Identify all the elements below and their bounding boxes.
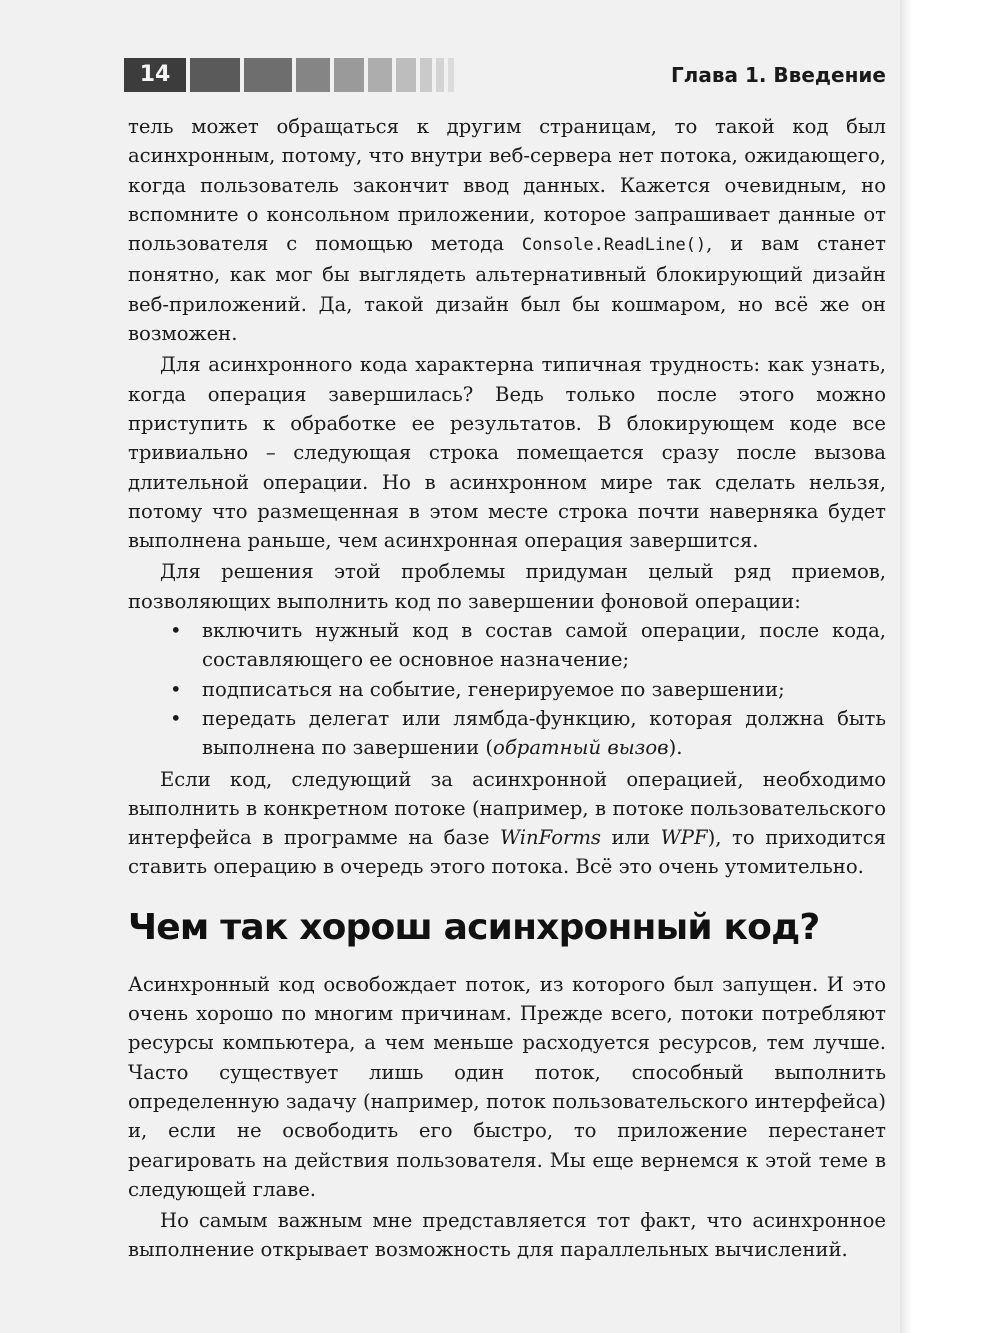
list-item-text: ). — [668, 736, 683, 760]
page-edge — [900, 0, 912, 1333]
bullet-list — [128, 616, 886, 762]
chapter-title: Глава 1. Введение — [670, 63, 886, 87]
list-item — [128, 704, 886, 763]
page-header — [124, 58, 886, 92]
list-item-text: передать делегат или лямбда-функцию, которая должна быть выполнена по завершении ( — [202, 706, 886, 760]
paragraph-continued — [128, 112, 886, 348]
paragraph-text: или — [601, 826, 661, 850]
header-band — [334, 58, 364, 92]
paragraph: Для асинхронного кода характерна типичная трудность: как узнать, когда операция завершилась? Ведь только после этого можно приступить к обработке ее результатов. В блокирующем коде все тривиально – следующая строка помещается сразу после вызова длительной операции. Но в асинхронном мире так сделать нельзя, потому что размещенная в этом месте строка почти наверняка будет выполнена раньше, чем асинхронная операция завершится. — [128, 353, 886, 553]
emphasis-text: WPF — [660, 826, 708, 850]
page-content — [128, 112, 886, 1265]
paragraph: Асинхронный код освобождает поток, из которого был запущен. И это очень хорошо по многим причинам. Прежде всего, потоки потребляют ресурсы компьютера, а чем меньше расходуется ресурсов, тем лучше. Часто существует лишь один поток, способный выполнить определенную задачу (например, поток пользовательского интерфейса) и, если не освободить его быстро, то приложение перестанет реагировать на действия пользователя. Мы еще вернемся к этой теме в следующей главе. — [128, 972, 886, 1201]
emphasis-text: обратный вызов — [493, 736, 669, 760]
bullet-icon: • — [170, 619, 182, 643]
header-band — [368, 58, 392, 92]
header-band — [420, 58, 432, 92]
header-band — [448, 58, 454, 92]
inline-code: Console.ReadLine() — [521, 235, 707, 256]
paragraph: Для решения этой проблемы придуман целый ряд приемов, позволяющих выполнить код по завершении фоновой операции: — [128, 560, 886, 613]
emphasis-text: WinForms — [499, 826, 601, 850]
list-item — [128, 675, 886, 704]
list-item — [128, 616, 886, 675]
section-heading: Чем так хорош асинхронный код? — [128, 906, 820, 948]
header-band — [190, 58, 240, 92]
list-item-text: подписаться на событие, генерируемое по завершении; — [202, 677, 785, 701]
bullet-icon: • — [170, 706, 182, 730]
header-band — [244, 58, 292, 92]
page-number: 14 — [124, 58, 186, 92]
paragraph — [128, 765, 886, 882]
paragraph-text: ), то приходится ставить операцию в очередь этого потока. Всё это очень утомительно. — [128, 826, 887, 879]
header-band — [296, 58, 330, 92]
header-band — [396, 58, 416, 92]
paragraph-text: Если код, следующий за асинхронной операцией, необходимо выполнить в конкретном потоке (например, в потоке пользовательского интерфейса в программе на базе — [128, 767, 886, 850]
paragraph-text: , и вам станет понятно, как мог бы выглядеть альтернативный блокирующий дизайн веб-приложений. Да, такой дизайн был бы кошмаром, но всё же он возможен. — [128, 232, 886, 346]
bullet-icon: • — [170, 677, 182, 701]
header-band — [436, 58, 444, 92]
paragraph-text: тель может обращаться к другим страницам, то такой код был асинхронным, потому, что внутри веб-сервера нет потока, ожидающего, когда пользователь закончит ввод данных. Кажется очевидным, но вспомните о консольном приложении, которое запрашивает данные от пользователя с помощью метода — [128, 115, 886, 256]
list-item-text: включить нужный код в состав самой операции, после кода, составляющего ее основное назначение; — [202, 619, 886, 672]
paragraph: Но самым важным мне представляется тот факт, что асинхронное выполнение открывает возможность для параллельных вычислений. — [128, 1209, 886, 1262]
